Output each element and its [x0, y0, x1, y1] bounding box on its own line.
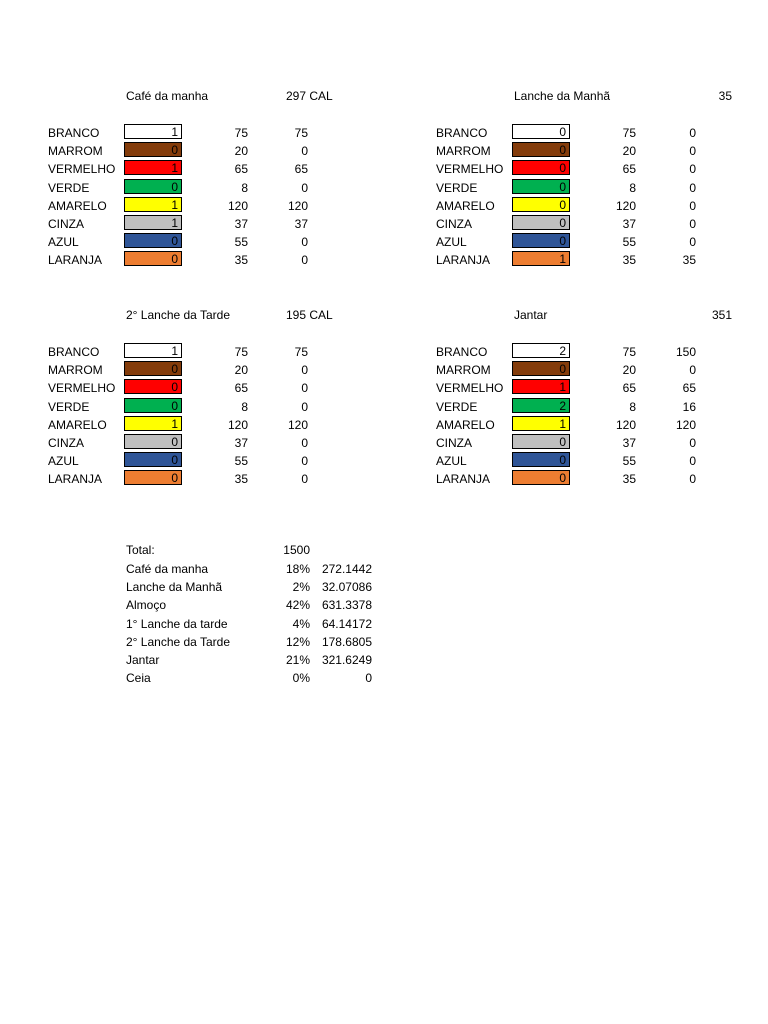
portion-count-cell[interactable]: 0 — [124, 251, 182, 266]
summary-percent: 18% — [285, 562, 310, 576]
portion-count-cell[interactable]: 0 — [512, 470, 570, 485]
row-total-calories: 65 — [682, 381, 696, 396]
summary-row — [126, 598, 386, 616]
meal-block-lanche-da-manha — [436, 89, 756, 289]
unit-calories: 35 — [234, 472, 248, 487]
unit-calories: 20 — [234, 144, 248, 159]
summary-meal-label: Almoço — [126, 598, 167, 613]
portion-count-cell[interactable]: 1 — [124, 343, 182, 358]
food-color-label: MARROM — [48, 144, 103, 159]
food-color-label: BRANCO — [436, 126, 488, 140]
summary-meal-label: Ceia — [126, 671, 151, 686]
unit-calories: 20 — [234, 363, 248, 378]
summary-percent: 42% — [285, 598, 310, 613]
food-color-label: CINZA — [48, 217, 84, 231]
food-color-label: MARROM — [48, 363, 103, 378]
food-color-label: LARANJA — [48, 253, 103, 268]
summary-calories: 64.14172 — [321, 616, 372, 631]
food-row-cinza — [48, 215, 368, 233]
summary-meal-label: Café da manha — [126, 562, 209, 576]
food-color-label: AMARELO — [48, 198, 107, 213]
meal-calories: 297 CAL — [286, 89, 333, 103]
food-color-label: BRANCO — [48, 345, 100, 359]
unit-calories: 65 — [622, 381, 636, 396]
row-total-calories: 0 — [301, 472, 308, 487]
row-total-calories: 75 — [294, 345, 308, 359]
food-row-laranja — [48, 251, 368, 269]
food-color-label: BRANCO — [436, 345, 488, 359]
summary-percent: 4% — [292, 616, 310, 631]
summary-meal-label: Jantar — [126, 653, 160, 667]
row-total-calories: 0 — [689, 144, 696, 159]
portion-count-cell[interactable]: 1 — [512, 251, 570, 266]
row-total-calories: 65 — [294, 162, 308, 177]
food-color-label: BRANCO — [48, 126, 100, 140]
food-row-azul — [436, 452, 756, 470]
unit-calories: 55 — [234, 235, 248, 250]
row-total-calories: 35 — [682, 253, 696, 268]
food-color-label: VERDE — [48, 399, 90, 414]
food-row-laranja — [436, 470, 756, 488]
row-total-calories: 0 — [689, 126, 696, 140]
summary-meal-label: Lanche da Manhã — [126, 580, 223, 595]
food-color-label: LARANJA — [436, 472, 491, 487]
unit-calories: 120 — [227, 417, 248, 432]
food-color-label: AMARELO — [48, 417, 107, 432]
food-color-label: MARROM — [436, 363, 491, 378]
food-color-label: VERMELHO — [436, 381, 504, 396]
summary-row — [126, 653, 386, 671]
portion-count-cell[interactable]: 0 — [124, 398, 182, 413]
portion-count-cell[interactable]: 0 — [512, 197, 570, 212]
row-total-calories: 0 — [301, 253, 308, 268]
summary-calories: 631.3378 — [321, 598, 372, 613]
summary-calories: 321.6249 — [321, 653, 372, 667]
food-row-cinza — [436, 434, 756, 452]
unit-calories: 75 — [622, 345, 636, 359]
row-total-calories: 0 — [689, 454, 696, 469]
portion-count-cell[interactable]: 1 — [124, 215, 182, 230]
summary-row — [126, 580, 386, 598]
summary-total-label: Total: — [126, 543, 155, 557]
food-color-label: VERMELHO — [436, 162, 504, 177]
unit-calories: 37 — [234, 217, 248, 231]
row-total-calories: 0 — [689, 363, 696, 378]
food-row-amarelo — [436, 416, 756, 434]
unit-calories: 120 — [615, 417, 636, 432]
row-total-calories: 0 — [301, 144, 308, 159]
unit-calories: 55 — [622, 454, 636, 469]
portion-count-cell[interactable]: 0 — [124, 452, 182, 467]
food-row-branco — [436, 124, 756, 142]
portion-count-cell[interactable]: 0 — [512, 124, 570, 139]
food-row-azul — [48, 452, 368, 470]
portion-count-cell[interactable]: 0 — [124, 361, 182, 376]
row-total-calories: 75 — [294, 126, 308, 140]
food-color-label: VERMELHO — [48, 162, 116, 177]
summary-calories: 32.07086 — [321, 580, 372, 595]
row-total-calories: 0 — [301, 454, 308, 469]
food-row-laranja — [48, 470, 368, 488]
unit-calories: 8 — [629, 399, 636, 414]
row-total-calories: 120 — [287, 198, 308, 213]
unit-calories: 8 — [241, 399, 248, 414]
meal-calories: 35 — [718, 89, 732, 103]
food-color-label: AZUL — [436, 454, 467, 469]
meal-block-jantar — [436, 308, 756, 508]
food-color-label: LARANJA — [436, 253, 491, 268]
food-color-label: AZUL — [48, 454, 79, 469]
unit-calories: 55 — [234, 454, 248, 469]
food-row-cinza — [48, 434, 368, 452]
meal-title: Jantar — [514, 308, 548, 322]
portion-count-cell[interactable]: 0 — [124, 179, 182, 194]
row-total-calories: 0 — [689, 198, 696, 213]
unit-calories: 20 — [622, 363, 636, 378]
food-row-amarelo — [48, 197, 368, 215]
unit-calories: 37 — [234, 436, 248, 450]
row-total-calories: 0 — [689, 472, 696, 487]
row-total-calories: 0 — [301, 363, 308, 378]
portion-count-cell[interactable]: 0 — [512, 179, 570, 194]
food-row-branco — [436, 343, 756, 361]
food-row-amarelo — [48, 416, 368, 434]
food-row-amarelo — [436, 197, 756, 215]
summary-meal-label: 1° Lanche da tarde — [126, 616, 228, 631]
summary-calories: 0 — [365, 671, 372, 686]
row-total-calories: 120 — [287, 417, 308, 432]
row-total-calories: 0 — [301, 180, 308, 195]
food-color-label: VERDE — [48, 180, 90, 195]
row-total-calories: 120 — [675, 417, 696, 432]
summary-percent: 0% — [292, 671, 310, 686]
meal-calories: 195 CAL — [286, 308, 333, 322]
food-row-laranja — [436, 251, 756, 269]
unit-calories: 65 — [622, 162, 636, 177]
food-row-vermelho — [436, 379, 756, 397]
portion-count-cell[interactable]: 0 — [512, 160, 570, 175]
unit-calories: 75 — [622, 126, 636, 140]
summary-percent: 21% — [285, 653, 310, 667]
summary-percent: 12% — [285, 634, 310, 649]
summary-calories: 178.6805 — [321, 634, 372, 649]
portion-count-cell[interactable]: 0 — [124, 233, 182, 248]
summary-row — [126, 635, 386, 653]
food-row-verde — [436, 398, 756, 416]
food-color-label: MARROM — [436, 144, 491, 159]
portion-count-cell[interactable]: 0 — [124, 142, 182, 157]
food-color-label: CINZA — [436, 217, 472, 231]
food-row-marrom — [48, 361, 368, 379]
food-color-label: AZUL — [48, 235, 79, 250]
food-row-azul — [436, 233, 756, 251]
food-row-branco — [48, 343, 368, 361]
portion-count-cell[interactable]: 1 — [124, 197, 182, 212]
unit-calories: 35 — [622, 472, 636, 487]
unit-calories: 65 — [234, 162, 248, 177]
summary-row — [126, 671, 386, 689]
portion-count-cell[interactable]: 1 — [124, 416, 182, 431]
food-row-marrom — [436, 361, 756, 379]
food-color-label: CINZA — [48, 436, 84, 450]
food-color-label: VERDE — [436, 399, 478, 414]
meal-calories: 351 — [711, 308, 732, 322]
unit-calories: 8 — [629, 180, 636, 195]
portion-count-cell[interactable]: 0 — [512, 233, 570, 248]
food-row-verde — [48, 179, 368, 197]
portion-count-cell[interactable]: 0 — [124, 470, 182, 485]
food-color-label: LARANJA — [48, 472, 103, 487]
summary-percent: 2% — [292, 580, 310, 595]
meal-title: Café da manha — [126, 89, 209, 103]
row-total-calories: 0 — [689, 235, 696, 250]
portion-count-cell[interactable]: 0 — [124, 379, 182, 394]
food-row-vermelho — [48, 379, 368, 397]
row-total-calories: 37 — [294, 217, 308, 231]
row-total-calories: 0 — [689, 180, 696, 195]
meal-title: 2° Lanche da Tarde — [126, 308, 230, 322]
unit-calories: 8 — [241, 180, 248, 195]
unit-calories: 37 — [622, 436, 636, 450]
summary-total-row — [126, 543, 386, 561]
portion-count-cell[interactable]: 2 — [512, 398, 570, 413]
food-color-label: VERMELHO — [48, 381, 116, 396]
portion-count-cell[interactable]: 1 — [512, 416, 570, 431]
food-row-branco — [48, 124, 368, 142]
portion-count-cell[interactable]: 0 — [512, 452, 570, 467]
food-row-azul — [48, 233, 368, 251]
summary-calories: 272.1442 — [321, 562, 372, 576]
summary-meal-label: 2° Lanche da Tarde — [126, 634, 230, 649]
meal-title: Lanche da Manhã — [514, 89, 611, 103]
row-total-calories: 16 — [682, 399, 696, 414]
row-total-calories: 0 — [689, 217, 696, 231]
row-total-calories: 0 — [301, 235, 308, 250]
portion-count-cell[interactable]: 1 — [124, 124, 182, 139]
meal-block-2-lanche-da-tarde — [48, 308, 368, 508]
summary-total-value: 1500 — [283, 543, 310, 557]
food-color-label: AZUL — [436, 235, 467, 250]
food-row-cinza — [436, 215, 756, 233]
row-total-calories: 0 — [301, 436, 308, 450]
food-color-label: CINZA — [436, 436, 472, 450]
food-color-label: AMARELO — [436, 417, 495, 432]
row-total-calories: 150 — [675, 345, 696, 359]
unit-calories: 75 — [234, 126, 248, 140]
row-total-calories: 0 — [689, 162, 696, 177]
portion-count-cell[interactable]: 0 — [512, 361, 570, 376]
portion-count-cell[interactable]: 2 — [512, 343, 570, 358]
portion-count-cell[interactable]: 1 — [512, 379, 570, 394]
food-row-vermelho — [436, 160, 756, 178]
unit-calories: 20 — [622, 144, 636, 159]
summary-row — [126, 617, 386, 635]
unit-calories: 75 — [234, 345, 248, 359]
unit-calories: 65 — [234, 381, 248, 396]
unit-calories: 35 — [622, 253, 636, 268]
food-row-verde — [48, 398, 368, 416]
food-row-verde — [436, 179, 756, 197]
food-row-vermelho — [48, 160, 368, 178]
portion-count-cell[interactable]: 0 — [124, 434, 182, 449]
unit-calories: 55 — [622, 235, 636, 250]
unit-calories: 37 — [622, 217, 636, 231]
unit-calories: 120 — [227, 198, 248, 213]
food-row-marrom — [48, 142, 368, 160]
row-total-calories: 0 — [301, 399, 308, 414]
portion-count-cell[interactable]: 0 — [512, 215, 570, 230]
calorie-summary — [126, 543, 386, 703]
row-total-calories: 0 — [301, 381, 308, 396]
unit-calories: 120 — [615, 198, 636, 213]
portion-count-cell[interactable]: 0 — [512, 142, 570, 157]
meal-block-cafe-da-manha — [48, 89, 368, 289]
portion-count-cell[interactable]: 1 — [124, 160, 182, 175]
food-color-label: AMARELO — [436, 198, 495, 213]
summary-row — [126, 562, 386, 580]
unit-calories: 35 — [234, 253, 248, 268]
food-color-label: VERDE — [436, 180, 478, 195]
row-total-calories: 0 — [689, 436, 696, 450]
food-row-marrom — [436, 142, 756, 160]
portion-count-cell[interactable]: 0 — [512, 434, 570, 449]
